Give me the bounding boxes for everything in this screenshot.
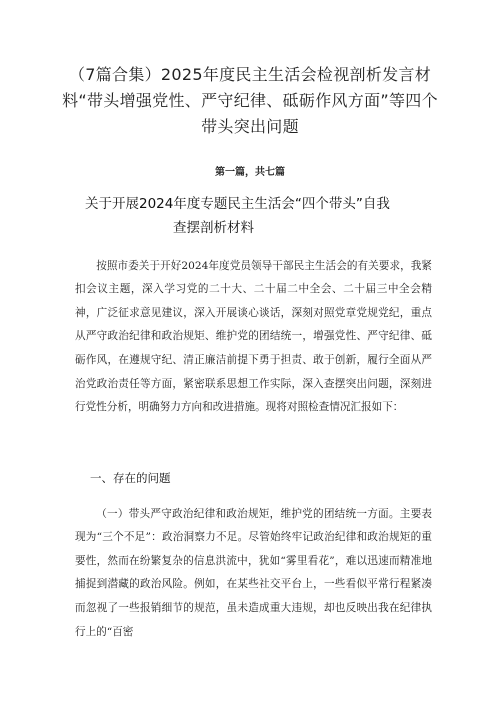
- intro-paragraph: 按照市委关于开好2024年度党员领导干部民主生活会的有关要求，我紧扣会议主题，深入学习党的二十大、二十届二中全会、二十届三中全会精神，广泛征求意见建议，深入开展谈心谈话，深刻对照党章党规党纪，重点从严守政治纪律和政治规矩、维护党的团结统一，增强党性、严守纪律、砥砺作风，在遵规守纪、清正廉洁前提下勇于担责、敢于创新，履行全面从严治党政治责任等方面，紧密联系思想工作实际，深入查摆突出问题，深刻进行党性分析，明确努力方向和改进措施。现将对照检查情况汇报如下：: [75, 259, 432, 414]
- document-title: （7篇合集）2025年度民主生活会检视剖析发言材料“带头增强党性、严守纪律、砥砺作风方面”等四个带头突出问题: [62, 65, 438, 136]
- subtitle-line-1: 关于开展2024年度专题民主生活会“四个带头”自我: [85, 196, 390, 212]
- section-label: 第一篇，共七篇: [215, 167, 285, 178]
- article-subtitle: [85, 192, 435, 240]
- subtitle-line-2: 查摆剖析材料: [173, 220, 254, 236]
- problem-paragraph-1: （一）带头严守政治纪律和政治规矩，维护党的团结统一方面。主要表现为“三个不足”：政治洞察力不足。尽管始终牢记政治纪律和政治规矩的重要性，然而在纷繁复杂的信息洪流中，犹如“雾里看花”，难以迅速而精准地捕捉到潜藏的政治风险。例如，在某些社交平台上，一些看似平常行程紧凑而忽视了一些报销细节的规范，虽未造成重大违规，却也反映出我在纪律执行上的“百密: [75, 507, 432, 638]
- section-heading-problems: 一、存在的问题: [90, 471, 171, 485]
